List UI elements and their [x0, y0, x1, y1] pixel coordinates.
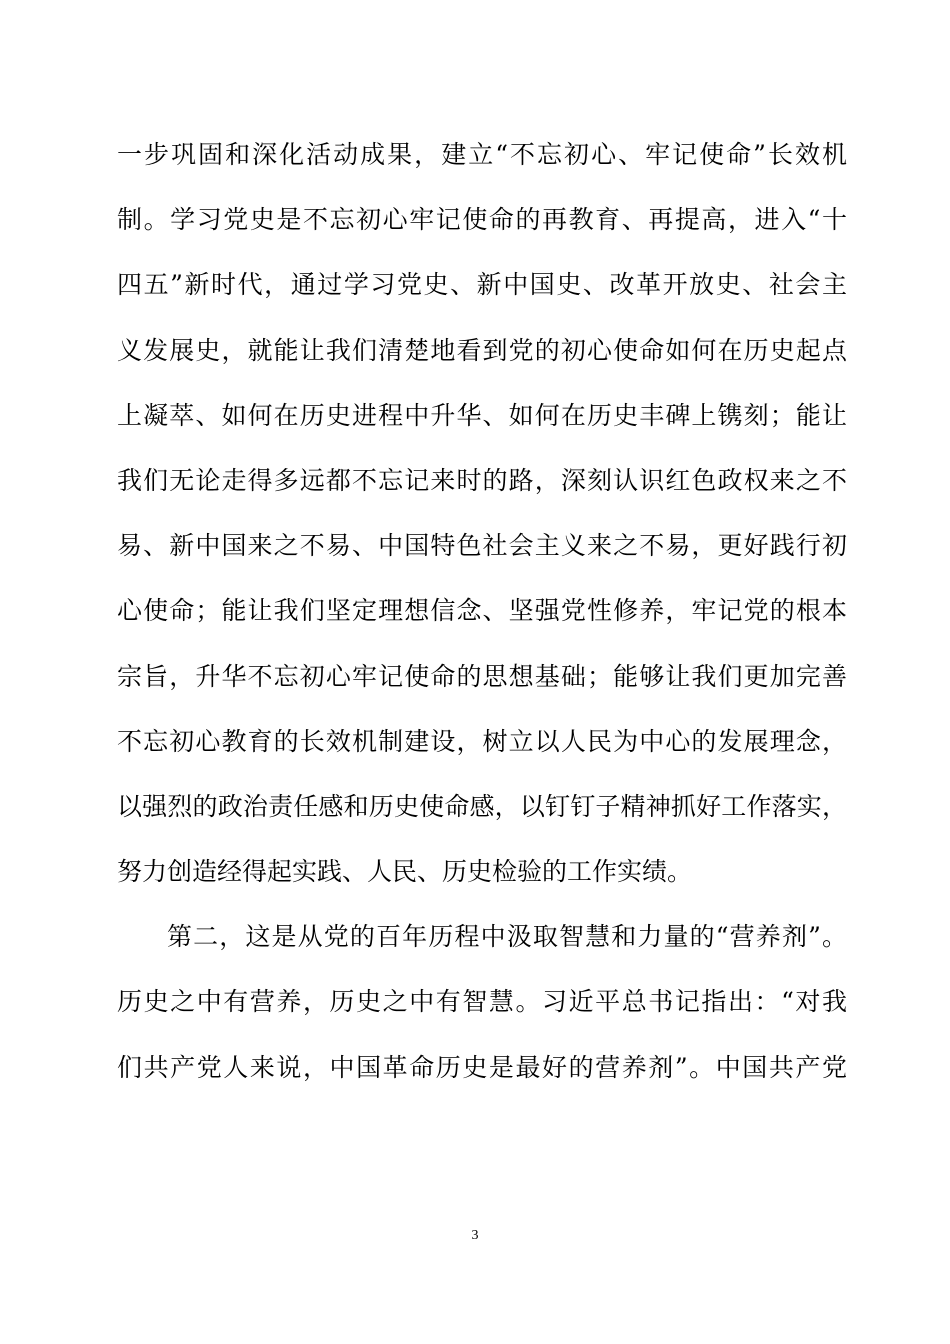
text-line: 心使命；能让我们坚定理想信念、坚强党性修养，牢记党的根本: [117, 596, 847, 626]
text-line: 宗旨，升华不忘初心牢记使命的思想基础；能够让我们更加完善: [117, 661, 847, 691]
text-line: 我们无论走得多远都不忘记来时的路，深刻认识红色政权来之不: [117, 465, 847, 495]
text-line: 一步巩固和深化活动成果，建立“不忘初心、牢记使命”长效机: [117, 140, 847, 169]
text-line: 上凝萃、如何在历史进程中升华、如何在历史丰碑上镌刻；能让: [117, 400, 847, 430]
page-number: 3: [471, 1228, 479, 1243]
body-text: [117, 128, 847, 1106]
text-line: 四五”新时代，通过学习党史、新中国史、改革开放史、社会主: [117, 270, 847, 300]
text-line: 努力创造经得起实践、人民、历史检验的工作实绩。: [117, 857, 693, 887]
text-line: 不忘初心教育的长效机制建设，树立以人民为中心的发展理念，: [117, 726, 847, 756]
paragraph-start-line: 第二，这是从党的百年历程中汲取智慧和力量的“营养剂”。: [167, 922, 847, 952]
text-line: 制。学习党史是不忘初心牢记使命的再教育、再提高，进入“十: [117, 205, 847, 235]
text-line: 义发展史，就能让我们清楚地看到党的初心使命如何在历史起点: [117, 335, 847, 365]
text-line: 以强烈的政治责任感和历史使命感，以钉钉子精神抓好工作落实，: [117, 791, 847, 821]
text-line: 易、新中国来之不易、中国特色社会主义来之不易，更好践行初: [117, 531, 847, 561]
text-line: 们共产党人来说，中国革命历史是最好的营养剂”。中国共产党: [117, 1052, 847, 1082]
text-line: 历史之中有营养，历史之中有智慧。习近平总书记指出：“对我: [117, 987, 847, 1017]
